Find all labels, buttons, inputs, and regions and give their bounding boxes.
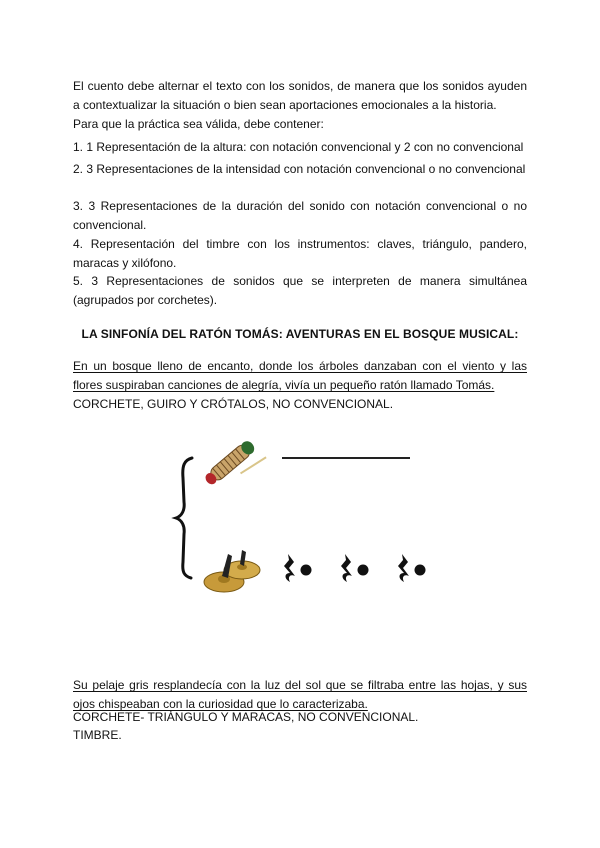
- quarter-rest-icon: [398, 554, 409, 582]
- note-head-icon: [415, 565, 426, 576]
- requirement-item: 5. 3 Representaciones de sonidos que se interpreten de manera simultánea (agrupados por corchetes).: [73, 274, 527, 307]
- quarter-rest-icon: [284, 554, 295, 582]
- note-head-icon: [301, 565, 312, 576]
- requirements-lead: Para que la práctica sea válida, debe contener:: [73, 117, 324, 131]
- curly-bracket: [176, 458, 192, 578]
- quarter-rest-icon: [341, 554, 352, 582]
- note-head-icon: [358, 565, 369, 576]
- guiro-icon: [203, 437, 266, 496]
- rest-note-sequence: [284, 554, 426, 582]
- intro-paragraph: El cuento debe alternar el texto con los sonidos, de manera que los sonidos ayuden a contextualizar la situación o bien sean aportaciones emocionales a la historia.: [73, 79, 527, 112]
- story-note-1: CORCHETE, GUIRO Y CRÓTALOS, NO CONVENCIONAL.: [73, 397, 394, 411]
- story-title: LA SINFONÍA DEL RATÓN TOMÁS: AVENTURAS EN EL BOSQUE MUSICAL:: [81, 327, 519, 341]
- story-paragraph-2: Su pelaje gris resplandecía con la luz del sol que se filtraba entre las hojas, y sus ojos chispeaban con la curiosidad que lo caracterizaba.: [73, 678, 527, 711]
- cymbals-icon: [204, 550, 260, 592]
- story-note-2: CORCHETE- TRIÁNGULO Y MARACAS, NO CONVENCIONAL.: [73, 710, 419, 724]
- requirement-item: 2. 3 Representaciones de la intensidad con notación convencional o no convencional: [73, 162, 526, 176]
- story-note-3: TIMBRE.: [73, 728, 122, 742]
- story-paragraph-1: En un bosque lleno de encanto, donde los árboles danzaban con el viento y las flores suspiraban canciones de alegría, vivía un pequeño ratón llamado Tomás.: [73, 359, 527, 392]
- sound-graphic: [170, 430, 430, 600]
- requirement-item: 3. 3 Representaciones de la duración del sonido con notación convencional o no convencional.: [73, 199, 527, 232]
- requirement-item: 1. 1 Representación de la altura: con notación convencional y 2 con no convencional: [73, 140, 524, 154]
- requirement-item: 4. Representación del timbre con los instrumentos: claves, triángulo, pandero, maracas y xilófono.: [73, 237, 527, 270]
